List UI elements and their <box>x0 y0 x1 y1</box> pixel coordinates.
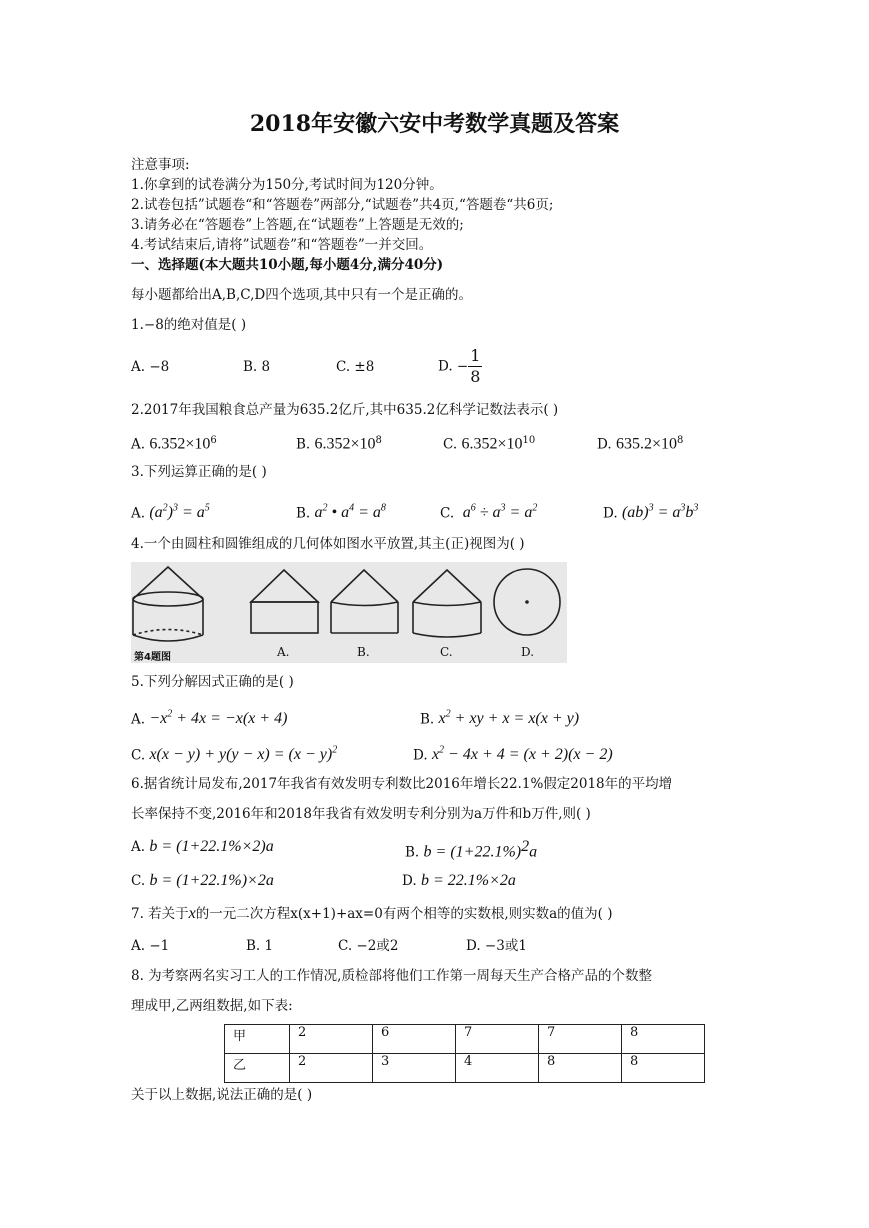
q4-figure-caption: 第4题图 <box>134 652 171 663</box>
notice-heading: 注意事项: <box>131 157 190 173</box>
q1-option-d <box>438 346 482 386</box>
q5-option-a <box>131 706 287 728</box>
question-5-stem: 5.下列分解因式正确的是( ) <box>131 674 294 690</box>
q2-a-exp: 6 <box>210 435 217 446</box>
notice-item: 3.请务必在“答题卷”上答题,在“试题卷”上答题是无效的; <box>131 217 464 233</box>
question-1-stem: 1.−8的绝对值是( ) <box>131 317 247 333</box>
q2-b-exp: 8 <box>375 435 382 446</box>
q5-a-formula: $-x^2 + 4x = -x(x + 4)$ <box>149 709 288 728</box>
q5-d-label: D. <box>413 747 428 764</box>
question-7-stem <box>131 905 612 923</box>
notice-item: 4.考试结束后,请将”试题卷”和“答题卷”一并交回。 <box>131 237 433 253</box>
question-8-after: 关于以上数据,说法正确的是( ) <box>131 1087 313 1103</box>
q2-c-value: 6.352×10 <box>461 435 523 453</box>
q4-label-b: B. <box>357 645 370 659</box>
q5-option-b <box>420 706 579 728</box>
q3-option-c <box>440 500 537 522</box>
question-4-stem: 4.一个由圆柱和圆锥组成的几何体如图水平放置,其主(正)视图为( ) <box>131 536 525 552</box>
q3-b-formula: $a^2$ • $a^4 = a^8$ <box>314 503 386 522</box>
notice-item: 1.你拿到的试卷满分为150分,考试时间为120分钟。 <box>131 177 443 193</box>
q1-d-num: 1 <box>470 346 481 365</box>
q4-label-a: A. <box>277 645 290 659</box>
q3-d-formula: $(ab)^3 = a^3b^3$ <box>621 503 699 522</box>
q5-a-label: A. <box>131 711 146 728</box>
q3-c-formula: $a^6 \div a^3 = a^2$ <box>462 503 538 522</box>
q3-option-b <box>296 500 386 522</box>
q3-option-d <box>603 500 698 522</box>
question-2-stem: 2.2017年我国粮食总产量为635.2亿斤,其中635.2亿科学记数法表示( ) <box>131 402 559 418</box>
q2-b-label: B. <box>296 436 311 453</box>
q2-a-value: 6.352×10 <box>149 435 211 453</box>
q7-option-a: A. −1 <box>131 938 170 954</box>
q5-d-formula: $x^2 - 4x + 4 = (x + 2)(x - 2)$ <box>431 745 613 764</box>
q2-d-label: D. <box>597 436 612 453</box>
q6-d-formula: b = 22.1%×2a <box>420 872 516 889</box>
table-cell: 8 <box>622 1025 705 1054</box>
table-cell: 8 <box>539 1054 622 1083</box>
q6-option-d <box>402 872 516 890</box>
q2-d-value: 635.2×10 <box>615 435 677 453</box>
table-row <box>225 1054 705 1083</box>
q6-option-b <box>405 838 537 862</box>
q5-b-label: B. <box>420 711 435 728</box>
q6-c-label: C. <box>131 873 146 889</box>
q4-label-d: D. <box>521 645 535 659</box>
q2-option-d <box>597 432 683 454</box>
q7-stem-var: x <box>188 905 196 922</box>
table-cell: 乙 <box>225 1054 290 1083</box>
q2-b-value: 6.352×10 <box>314 435 376 453</box>
q2-a-label: A. <box>131 436 146 453</box>
table-cell: 7 <box>539 1025 622 1054</box>
q6-b-exp: 2 <box>521 838 530 855</box>
question-8-stem-cont: 理成甲,乙两组数据,如下表: <box>131 998 293 1014</box>
table-cell: 6 <box>373 1025 456 1054</box>
question-3-stem: 3.下列运算正确的是( ) <box>131 464 267 480</box>
q6-option-c <box>131 872 274 890</box>
q3-a-label: A. <box>131 505 146 522</box>
q8-data-table <box>224 1024 705 1083</box>
q7-stem-post: 的一元二次方程x(x+1)+ax=0有两个相等的实数根,则实数a的值为( ) <box>195 906 613 922</box>
q6-a-formula: b = (1+22.1%×2)a <box>149 838 274 855</box>
q4-label-c: C. <box>440 645 453 659</box>
q1-option-a: A. −8 <box>131 359 170 375</box>
q2-option-c <box>443 432 535 454</box>
q1-d-den: 8 <box>470 367 481 386</box>
q6-b-label: B. <box>405 844 420 861</box>
q2-option-a <box>131 432 217 454</box>
q4-figure-drawing <box>131 562 567 663</box>
q2-d-exp: 8 <box>676 435 684 446</box>
q5-option-d <box>413 742 613 764</box>
q7-option-c: C. −2或2 <box>338 938 399 954</box>
q3-option-a <box>131 500 210 522</box>
table-cell: 甲 <box>225 1025 290 1054</box>
q3-b-label: B. <box>296 505 311 522</box>
question-6-stem-cont: 长率保持不变,2016年和2018年我省有效发明专利分别为a万件和b万件,则( ) <box>131 806 591 822</box>
q6-a-label: A. <box>131 839 146 855</box>
table-cell: 4 <box>456 1054 539 1083</box>
q3-a-formula: $(a^2)^3 = a^5$ <box>149 503 210 522</box>
q2-c-exp: 10 <box>522 435 536 446</box>
page-title: 2018年安徽六安中考数学真题及答案 <box>249 111 620 137</box>
table-cell: 2 <box>290 1054 373 1083</box>
section-intro: 每小题都给出A,B,C,D四个选项,其中只有一个是正确的。 <box>131 287 473 303</box>
table-cell: 7 <box>456 1025 539 1054</box>
q7-stem-pre: 7. 若关于 <box>131 906 189 922</box>
q2-c-label: C. <box>443 436 458 453</box>
q5-b-formula: $x^2$ + xy + x = x(x + y) <box>438 709 580 728</box>
question-6-stem: 6.据省统计局发布,2017年我省有效发明专利数比2016年增长22.1%假定2018年的平均增 <box>131 776 673 792</box>
q6-b-tail: a <box>529 843 538 861</box>
q5-option-c <box>131 742 337 764</box>
table-cell: 3 <box>373 1054 456 1083</box>
table-cell: 8 <box>622 1054 705 1083</box>
question-8-stem: 8. 为考察两名实习工人的工作情况,质检部将他们工作第一周每天生产合格产品的个数整 <box>131 968 652 984</box>
q6-b-formula: b = (1+22.1%) <box>423 843 522 861</box>
q6-d-label: D. <box>402 873 417 889</box>
q5-c-formula: $x(x - y) + y(y - x) = (x - y)^2$ <box>149 745 338 764</box>
q7-option-d: D. −3或1 <box>466 938 527 954</box>
q6-option-a <box>131 838 274 856</box>
table-cell: 2 <box>290 1025 373 1054</box>
q2-option-b <box>296 432 382 454</box>
q1-option-b: B. 8 <box>243 359 271 375</box>
section-heading: 一、选择题(本大题共10小题,每小题4分,满分40分) <box>131 257 444 273</box>
q1-option-c: C. ±8 <box>336 359 375 375</box>
q3-c-label: C. <box>440 505 455 522</box>
q5-c-label: C. <box>131 747 146 764</box>
notice-item: 2.试卷包括”试题卷“和“答题卷”两部分,“试题卷”共4页,“答题卷“共6页; <box>131 197 554 213</box>
q3-d-label: D. <box>603 505 618 522</box>
q1-d-prefix: D. − <box>438 358 469 375</box>
q6-c-formula: b = (1+22.1%)×2a <box>149 872 274 889</box>
q1-d-fraction <box>468 346 482 387</box>
q4-figure <box>131 562 567 663</box>
q7-option-b: B. 1 <box>246 938 274 954</box>
table-row <box>225 1025 705 1054</box>
